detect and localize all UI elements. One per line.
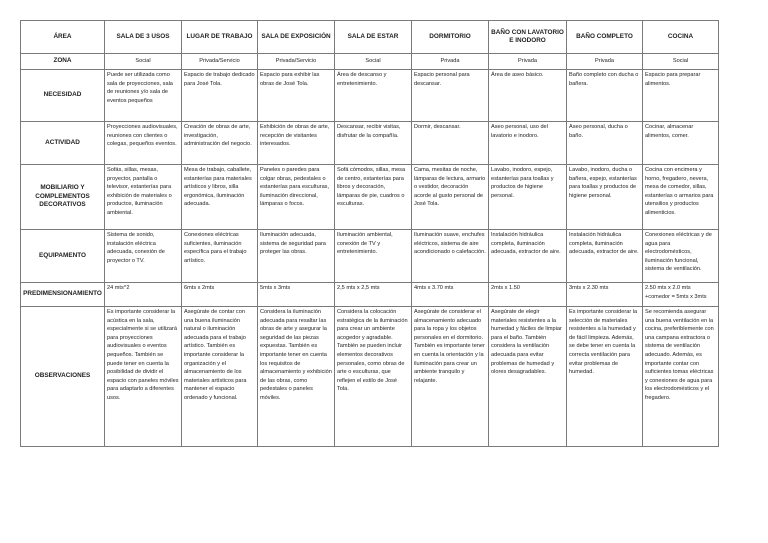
table-cell: Iluminación adecuada, sistema de seguridad para proteger las obras. [258,230,335,283]
table-cell: Aseo personal, ducha o baño. [567,122,643,165]
table-cell: Cocina con encimera y horno, fregadero, nevera, mesa de comedor, sillas, estanterías o armarios para utensilios y productos alimenticios. [643,165,719,230]
table-cell: Social [335,54,412,70]
table-cell: Asegúrate de considerar el almacenamiento adecuado para la ropa y los objetos personales en el dormitorio. También es importante tener en cuenta la orientación y la iluminación para crear un ambiente tranquilo y relajante. [412,307,489,447]
col-header-sala-3-usos: SALA DE 3 USOS [105,21,182,54]
table-cell: 2.50 mts x 2.0 mts +comedor = 5mts x 3mts [643,283,719,307]
table-cell: Descansar, recibir visitas, disfrutar de la compañía. [335,122,412,165]
table-cell: Lavabo, inodoro, espejo, estanterías para toallas y productos de higiene personal. [489,165,567,230]
table-cell: 4mts x 3.70 mts [412,283,489,307]
table-cell: Privada [567,54,643,70]
table-cell: Es importante considerar la selección de materiales resistentes a la humedad y de fácil limpieza. Además, se debe tener en cuenta la correcta ventilación para evitar problemas de humedad. [567,307,643,447]
table-cell: Iluminación ambiental, conexión de TV y entretenimiento. [335,230,412,283]
table-cell: Cocinar, almacenar alimentos, comer. [643,122,719,165]
table-cell: Puede ser utilizada como sala de proyecciones, sala de reuniones y/o sala de eventos pequeños [105,70,182,122]
analysis-table [20,20,719,447]
table-cell: Proyecciones audiovisuales, reuniones con clientes o colegas, pequeños eventos. [105,122,182,165]
table-cell: 3mts x 2.30 mts [567,283,643,307]
table-cell: Espacio para preparar alimentos. [643,70,719,122]
observaciones-row [21,307,719,447]
table-cell: Privada [489,54,567,70]
table-cell: Espacio para exhibir las obras de José Tola. [258,70,335,122]
col-header-sala-estar: SALA DE ESTAR [335,21,412,54]
table-cell: 2,5 mts x 2,5 mts [335,283,412,307]
table-cell: Baño completo con ducha o bañera. [567,70,643,122]
zona-row [21,54,719,70]
table-cell: Espacio personal para descansar. [412,70,489,122]
table-cell: Sofás, sillas, mesas, proyector, pantalla o televisor, estanterías para exhibición de materiales o productos, iluminación ambiental. [105,165,182,230]
table-cell: Social [643,54,719,70]
table-cell: 24 mts^2 [105,283,182,307]
table-cell: Espacio de trabajo dedicado para José Tola. [182,70,258,122]
table-cell: Asegúrate de contar con una buena iluminación natural o iluminación adecuada para el trabajo artístico. También es importante considerar la organización y el almacenamiento de los materiales artísticos para mantener el espacio ordenado y funcional. [182,307,258,447]
equipamento-row [21,230,719,283]
table-cell: Paneles o paredes para colgar obras, pedestales o estanterías para esculturas, iluminación direccional, lámparas o focos. [258,165,335,230]
col-header-bano-completo: BAÑO COMPLETO [567,21,643,54]
table-cell: 2mts x 1.50 [489,283,567,307]
table-cell: 5mts x 3mts [258,283,335,307]
row-header-predimensionamiento: PREDIMENSIONAMIENTO [21,283,105,307]
table-cell: Sofá cómodos, sillas, mesa de centro, estanterías para libros y decoración, lámparas de pie, cuadros o esculturas. [335,165,412,230]
table-cell: Asegúrate de elegir materiales resistentes a la humedad y fáciles de limpiar para el baño. También considera la ventilación adecuada para evitar problemas de humedad y olores desagradables. [489,307,567,447]
table-cell: Conexiones eléctricas suficientes, iluminación específica para el trabajo artístico. [182,230,258,283]
table-cell: Conexiones eléctricas y de agua para electrodomésticos, iluminación funcional, sistema de ventilación. [643,230,719,283]
col-header-dormitorio: DORMITORIO [412,21,489,54]
row-header-necesidad: NECESIDAD [21,70,105,122]
table-cell: Iluminación suave, enchufes eléctricos, sistema de aire acondicionado o calefacción. [412,230,489,283]
row-header-mobiliario: MOBILIARIO Y COMPLEMENTOS DECORATIVOS [21,165,105,230]
row-header-observaciones: OBSERVACIONES [21,307,105,447]
necesidad-row [21,70,719,122]
table-cell: Área de descanso y entretenimiento. [335,70,412,122]
table-cell: Instalación hidráulica completa, iluminación adecuada, extractor de aire. [489,230,567,283]
table-cell: Privada/Servicio [258,54,335,70]
table-cell: Mesa de trabajo, caballete, estanterías para materiales artísticos y libros, silla ergonómica, iluminación adecuada. [182,165,258,230]
table-cell: Es importante considerar la acústica en la sala, especialmente si se utilizará para proyecciones audiovisuales o eventos pequeños. También se puede tener en cuenta la posibilidad de dividir el espacio con paneles móviles para adaptarlo a diferentes usos. [105,307,182,447]
col-header-area: ÁREA [21,21,105,54]
col-header-lugar-trabajo: LUGAR DE TRABAJO [182,21,258,54]
actividad-row [21,122,719,165]
row-header-actividad: ACTIVIDAD [21,122,105,165]
table-cell: Privada [412,54,489,70]
table-cell: 6mts x 2mts [182,283,258,307]
table-cell: Social [105,54,182,70]
table-cell: Dormir, descansar. [412,122,489,165]
table-cell: Considera la colocación estratégica de la iluminación para crear un ambiente acogedor y agradable. También se pueden incluir elementos decorativos personales, como obras de arte o esculturas, que reflejen el estilo de José Tola. [335,307,412,447]
table-cell: Sistema de sonido, instalación eléctrica adecuada, conexión de proyector o TV. [105,230,182,283]
col-header-cocina: COCINA [643,21,719,54]
header-row [21,21,719,54]
row-header-zona: ZONA [21,54,105,70]
table-cell: Considera la iluminación adecuada para resaltar las obras de arte y asegurar la seguridad de las piezas expuestas. También es importante tener en cuenta los requisitos de almacenamiento y exhibición de las obras, como pedestales o paneles móviles. [258,307,335,447]
table-cell: Instalación hidráulica completa, iluminación adecuada, extractor de aire. [567,230,643,283]
row-header-equipamento: EQUIPAMENTO [21,230,105,283]
predimensionamiento-row [21,283,719,307]
table-cell: Privada/Servicio [182,54,258,70]
table-cell: Cama, mesitas de noche, lámparas de lectura, armario o vestidor, decoración acorde al gusto personal de José Tola. [412,165,489,230]
table-cell: Aseo personal, uso del lavatorio e inodoro. [489,122,567,165]
col-header-bano-lavatorio: BAÑO CON LAVATORIO E INODORO [489,21,567,54]
table-cell: Área de aseo básico. [489,70,567,122]
mobiliario-row [21,165,719,230]
col-header-sala-exposicion: SALA DE EXPOSICIÓN [258,21,335,54]
table-cell: Exhibición de obras de arte, recepción de visitantes interesados. [258,122,335,165]
table-cell: Se recomienda asegurar una buena ventilación en la cocina, preferiblemente con una campana extractora o sistema de ventilación adecuado. Además, es importante contar con suficientes tomas eléctricas y conexiones de agua para los electrodomésticos y el fregadero. [643,307,719,447]
table-cell: Lavabo, inodoro, ducha o bañera, espejo, estanterías para toallas y productos de higiene personal. [567,165,643,230]
table-cell: Creación de obras de arte, investigación, administración del negocio. [182,122,258,165]
